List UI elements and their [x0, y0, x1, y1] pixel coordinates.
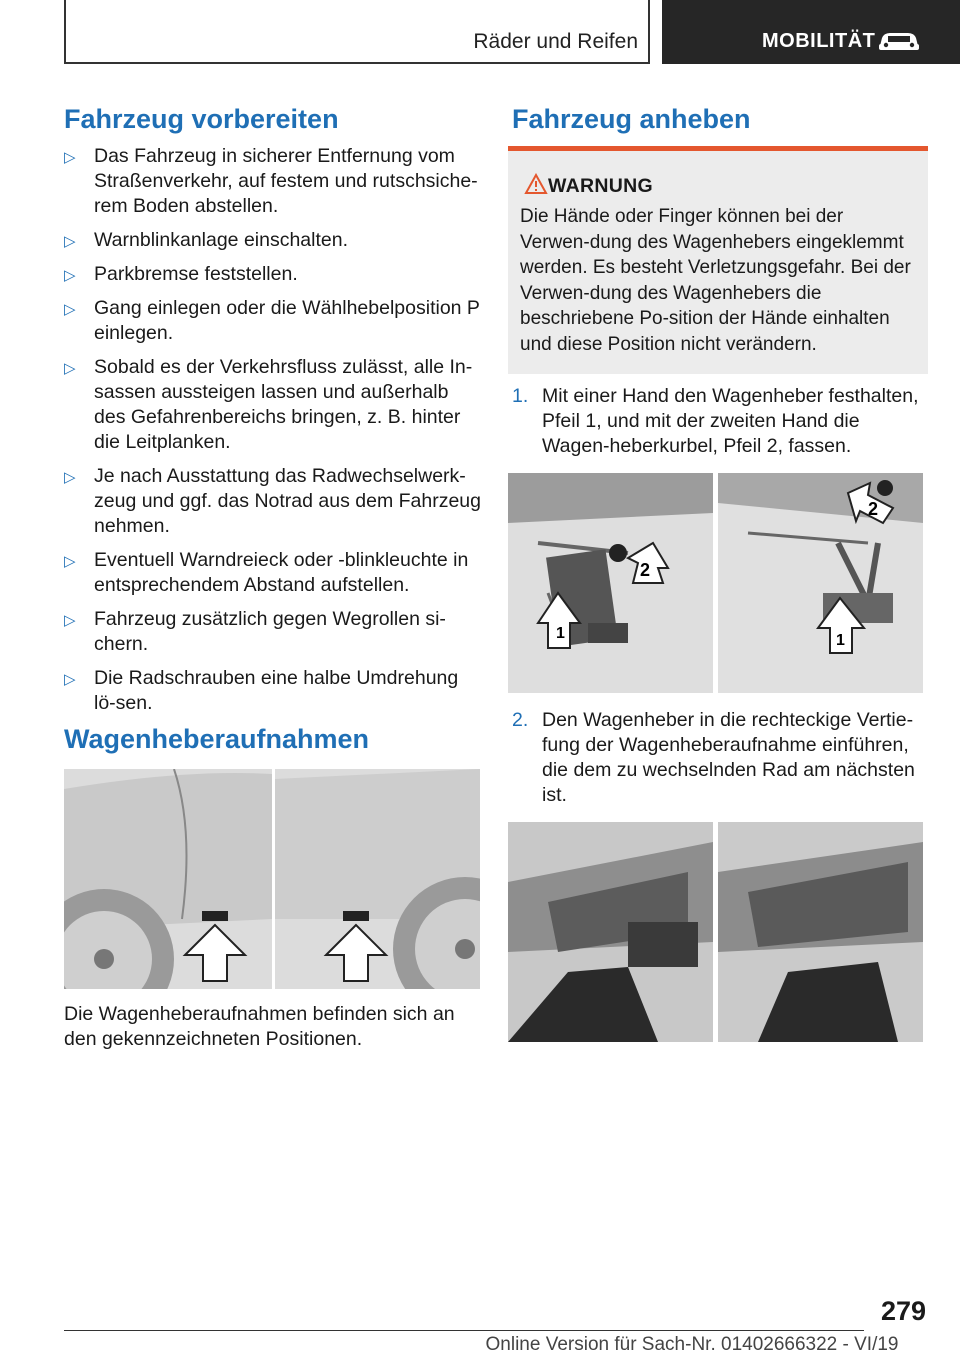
- arrow-label: 2: [868, 499, 879, 519]
- heading-jack-points: Wagenheberaufnahmen: [64, 724, 370, 754]
- jack-point-front-illustration: [64, 769, 272, 989]
- warning-heading: WARNUNG: [548, 175, 654, 197]
- list-item: ▷ Warnblinkanlage einschalten.: [64, 229, 349, 251]
- list-item: ▷ Fahrzeug zusätzlich gegen Wegrollen si‐chern.: [64, 608, 446, 655]
- car-icon: [876, 28, 922, 54]
- heading-lift: Fahrzeug anheben: [512, 104, 751, 134]
- lift-step-1: [512, 384, 928, 459]
- prepare-steps: [64, 144, 484, 725]
- chapter-tab[interactable]: [662, 0, 960, 64]
- list-item: ▷ Gang einlegen oder die Wählhebelposition P einlegen.: [64, 297, 480, 344]
- jack-point-rear-illustration: [275, 769, 480, 989]
- list-item: ▷ Sobald es der Verkehrsfluss zulässt, alle In‐sassen aussteigen lassen und außerhalb des Gefahrenbereichs bringen, z. B. hinter die Leitplanken.: [64, 356, 473, 453]
- list-item: ▷ Parkbremse feststellen.: [64, 263, 298, 285]
- list-item: ▷ Eventuell Warndreieck oder -blinkleuchte in entsprechendem Abstand aufstellen.: [64, 549, 469, 596]
- list-item: ▷ Je nach Ausstattung das Radwechselwerk‐zeug und ggf. das Notrad aus dem Fahrzeug nehmen.: [64, 465, 481, 537]
- arrow-label: 1: [556, 625, 565, 642]
- warning-icon: [524, 173, 548, 195]
- lift-step-2: [512, 708, 928, 808]
- warning-text: Die Hände oder Finger können bei der Verwen‐dung des Wagenhebers eingeklemmt werden. Es besteht Verletzungsgefahr. Bei der Verwen‐dung des Wagenhebers die beschriebene Po‐sition der Hände einhalten und diese Position nicht verändern.: [520, 206, 911, 355]
- page-number: 279: [880, 1296, 926, 1326]
- list-item: 1. Mit einer Hand den Wagenheber festhalten, Pfeil 1, und mit der zweiten Hand die Wagen‐heberkurbel, Pfeil 2, fassen.: [512, 385, 919, 457]
- arrow-label: 1: [836, 632, 845, 649]
- warning-box: [508, 146, 928, 374]
- jack-hold-illustration-right: [718, 473, 923, 693]
- jack-hold-illustration-left: [508, 473, 713, 693]
- section-title: Räder und Reifen: [473, 30, 638, 53]
- footer-text: Online Version für Sach-Nr. 01402666322 - VI/19: [485, 1334, 899, 1355]
- jack-points-caption: Die Wagenheberaufnahmen befinden sich an den gekennzeichneten Positionen.: [64, 1003, 455, 1050]
- jack-insert-illustration-right: [718, 822, 923, 1042]
- list-item: ▷ Das Fahrzeug in sicherer Entfernung vom Straßenverkehr, auf festem und rutschsiche‐rem Boden abstellen.: [64, 145, 478, 217]
- list-item: ▷ Die Radschrauben eine halbe Umdrehung lö‐sen.: [64, 667, 459, 714]
- arrow-label: 2: [640, 560, 651, 580]
- jack-insert-illustration-left: [508, 822, 713, 1042]
- footer-rule: [64, 1330, 864, 1331]
- chapter-tab-label: MOBILITÄT: [762, 30, 876, 52]
- list-item: 2. Den Wagenheber in die rechteckige Vertie‐fung der Wagenheberaufnahme einführen, die dem zu wechselnden Rad am nächsten ist.: [512, 709, 915, 806]
- heading-prepare: Fahrzeug vorbereiten: [64, 104, 339, 134]
